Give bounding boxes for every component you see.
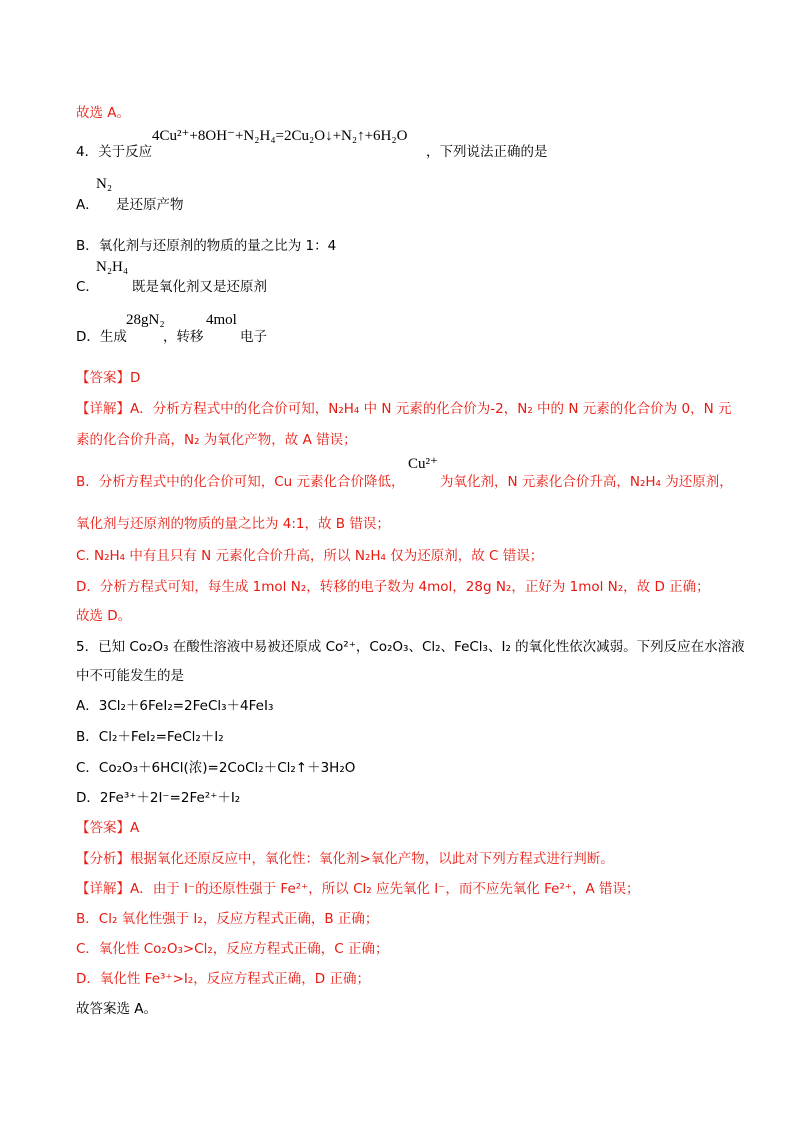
q5-answer: 【答案】A	[76, 820, 140, 836]
q5-analysis: 【分析】根据氧化还原反应中，氧化性：氧化剂>氧化产物，以此对下列方程式进行判断。	[76, 851, 614, 867]
q5-option-c: C．Co₂O₃＋6HCl(浓)=2CoCl₂＋Cl₂↑＋3H₂O	[76, 760, 356, 776]
q4-option-d-suffix: 电子	[240, 329, 267, 345]
q4-option-d-formula-mass: 28gN₂	[126, 312, 165, 328]
q5-detail-d: D．氧化性 Fe³⁺>I₂，反应方程式正确，D 正确；	[76, 971, 370, 987]
q5-detail-b: B．Cl₂ 氧化性强于 I₂，反应方程式正确，B 正确；	[76, 911, 379, 927]
q4-detail-line-1: 【详解】A．分析方程式中的化合价可知，N₂H₄ 中 N 元素的化合价为-2，N₂ 中的 N 元素的化合价为 0，N 元	[76, 401, 732, 417]
q4-option-a-text: 是还原产物	[116, 197, 184, 213]
q4-equation: 4Cu²⁺+8OH⁻+N₂H₄=2Cu₂O↓+N₂↑+6H₂O	[152, 128, 408, 144]
q4-option-d-middle: ，转移	[163, 329, 204, 345]
q4-option-d-prefix: D．生成	[76, 329, 127, 345]
q4-option-c-label: C．	[76, 279, 99, 295]
q4-option-c-formula: N₂H₄	[96, 259, 129, 275]
q4-detail-cu-formula: Cu²⁺	[408, 456, 438, 472]
q4-option-c-text: 既是氧化剂又是还原剂	[132, 279, 267, 295]
q5-option-a: A．3Cl₂＋6FeI₂=2FeCl₃＋4FeI₃	[76, 698, 274, 714]
q5-option-b: B．Cl₂＋FeI₂=FeCl₂＋I₂	[76, 729, 224, 745]
q5-detail-c: C．氧化性 Co₂O₃>Cl₂，反应方程式正确，C 正确；	[76, 941, 389, 957]
q4-option-a-label: A．	[76, 197, 99, 213]
q4-answer: 【答案】D	[76, 370, 141, 386]
conclusion-prev: 故选 A。	[76, 105, 131, 121]
q5-stem-line-1: 5．已知 Co₂O₃ 在酸性溶液中易被还原成 Co²⁺，Co₂O₃、Cl₂、FeCl₃、I₂ 的氧化性依次减弱。下列反应在水溶液	[76, 639, 745, 655]
q5-detail-a: 【详解】A．由于 I⁻的还原性强于 Fe²⁺，所以 Cl₂ 应先氧化 I⁻，而不应先氧化 Fe²⁺，A 错误；	[76, 881, 640, 897]
q4-conclusion: 故选 D。	[76, 608, 132, 624]
q4-option-a-formula: N₂	[96, 176, 113, 192]
q4-stem-prefix: 4．关于反应	[76, 144, 153, 160]
q5-stem-line-2: 中不可能发生的是	[76, 668, 184, 684]
q5-final: 故答案选 A。	[76, 1001, 158, 1017]
q4-option-b: B．氧化剂与还原剂的物质的量之比为 1：4	[76, 238, 337, 254]
q4-detail-line-3-prefix: B．分析方程式中的化合价可知，Cu 元素化合价降低，	[76, 474, 405, 490]
q4-option-d-formula-mol: 4mol	[206, 312, 237, 328]
q4-detail-line-4: 氧化剂与还原剂的物质的量之比为 4:1，故 B 错误；	[76, 516, 390, 532]
q5-option-d: D．2Fe³⁺＋2I⁻=2Fe²⁺＋I₂	[76, 790, 241, 806]
q4-stem-suffix: ，下列说法正确的是	[426, 144, 548, 160]
q4-detail-line-6: D．分析方程式可知，每生成 1mol N₂，转移的电子数为 4mol，28g N₂，正好为 1mol N₂，故 D 正确；	[76, 579, 710, 595]
q4-detail-line-3-suffix: 为氧化剂，N 元素化合价升高，N₂H₄ 为还原剂，	[440, 474, 733, 490]
q4-detail-line-5: C. N₂H₄ 中有且只有 N 元素化合价升高，所以 N₂H₄ 仅为还原剂，故 C 错误；	[76, 548, 544, 564]
q4-detail-line-2: 素的化合价升高，N₂ 为氧化产物，故 A 错误；	[76, 432, 357, 448]
